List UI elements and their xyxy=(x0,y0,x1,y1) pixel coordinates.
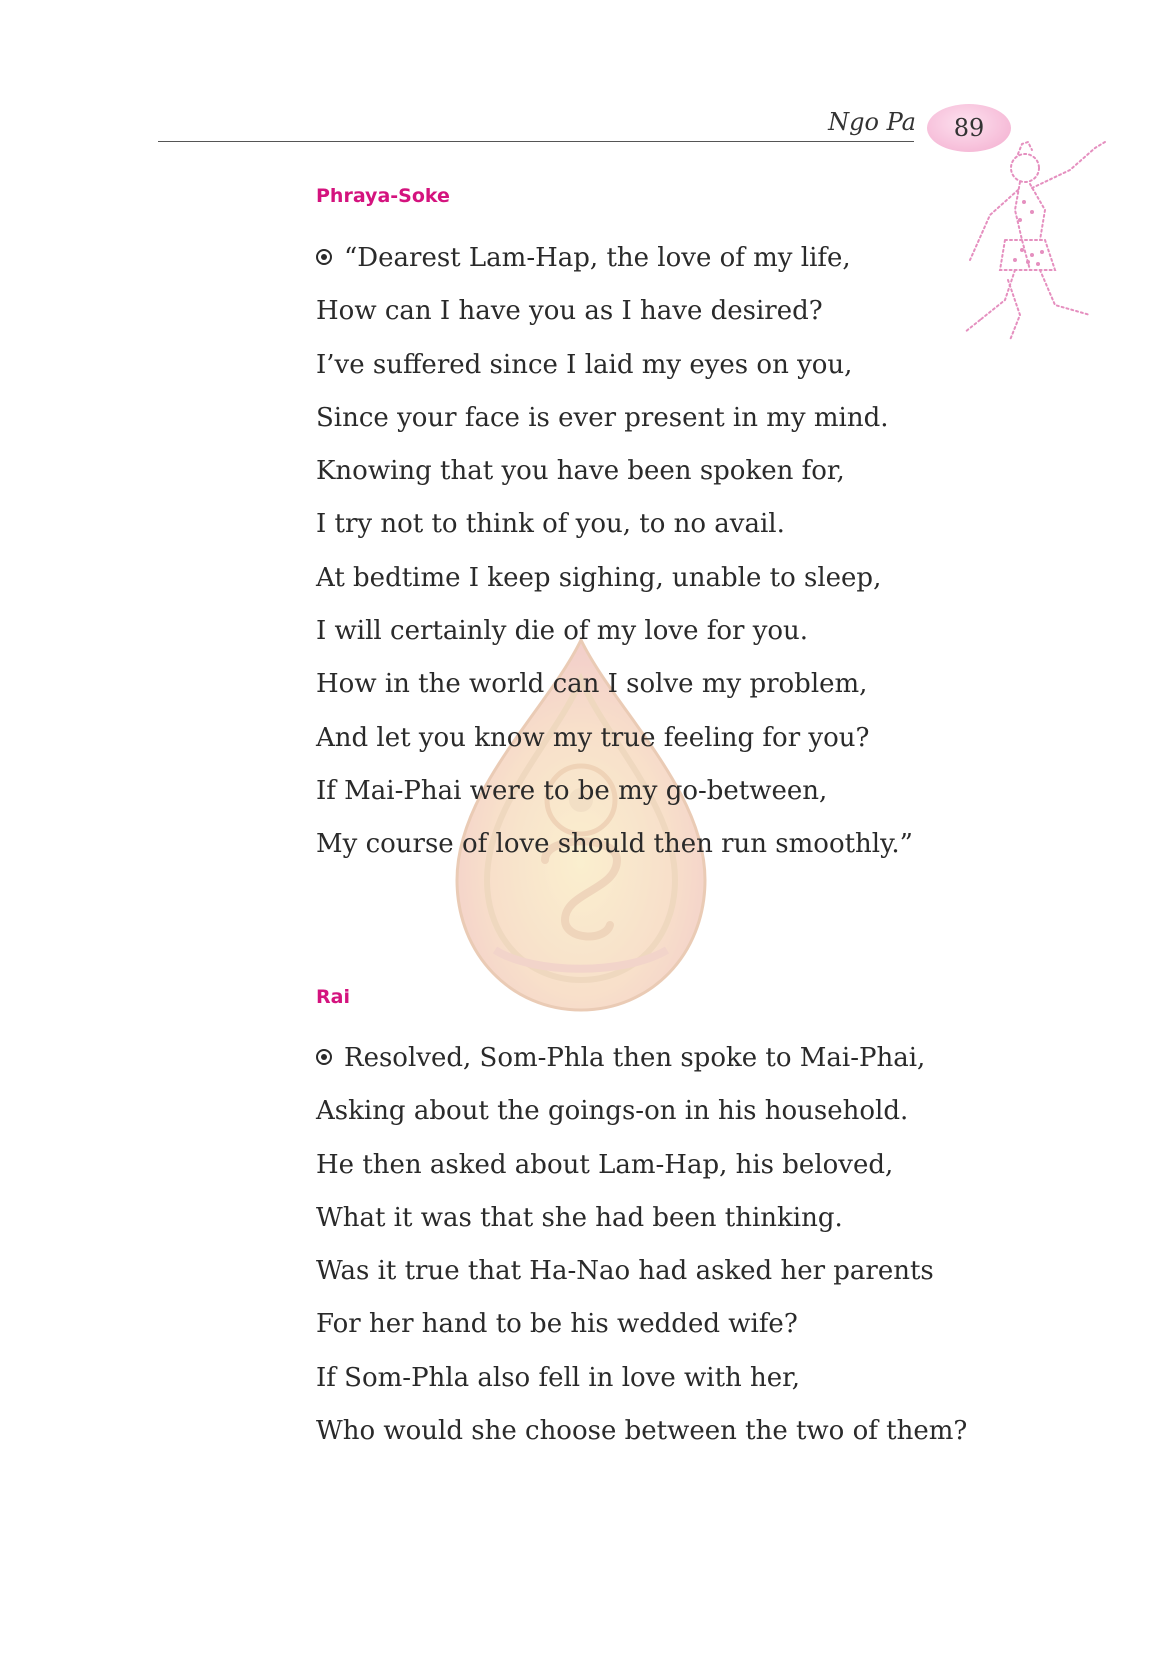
verse-line: He then asked about Lam-Hap, his beloved, xyxy=(316,1149,894,1180)
verse-line: I try not to think of you, to no avail. xyxy=(316,509,785,540)
verse-line: For her hand to be his wedded wife? xyxy=(316,1309,798,1340)
verse-line: How in the world can I solve my problem, xyxy=(316,669,868,700)
verse-line: If Som-Phla also fell in love with her, xyxy=(316,1362,800,1393)
verse-line: What it was that she had been thinking. xyxy=(316,1202,843,1233)
verse-line: Since your face is ever present in my mind. xyxy=(316,402,889,433)
bullseye-icon xyxy=(316,1049,332,1065)
verse-line: I will certainly die of my love for you. xyxy=(316,616,809,647)
stanza xyxy=(316,232,913,872)
verse-line: My course of love should then run smoothly.” xyxy=(316,829,913,860)
verse-line: Was it true that Ha-Nao had asked her parents xyxy=(316,1256,934,1287)
verse-line: I’ve suffered since I laid my eyes on you, xyxy=(316,349,853,380)
verse-line: And let you know my true feeling for you? xyxy=(316,722,870,753)
bullseye-icon xyxy=(316,249,332,265)
stanza xyxy=(316,1032,967,1458)
verse-line: Asking about the goings-on in his household. xyxy=(316,1096,909,1127)
verse-line: If Mai-Phai were to be my go-between, xyxy=(316,775,828,806)
verse-line: “Dearest Lam-Hap, the love of my life, xyxy=(316,232,913,285)
verse-line: Resolved, Som-Phla then spoke to Mai-Phai, xyxy=(316,1032,967,1085)
verse-line: Who would she choose between the two of them? xyxy=(316,1416,968,1447)
running-title: Ngo Pa xyxy=(828,108,916,136)
verse-line: At bedtime I keep sighing, unable to sleep, xyxy=(316,562,882,593)
page-number: 89 xyxy=(953,114,985,142)
dancer-figure-icon xyxy=(960,140,1120,350)
verse-line: Knowing that you have been spoken for, xyxy=(316,456,845,487)
speaker-label: Phraya-Soke xyxy=(316,185,450,207)
speaker-label: Rai xyxy=(316,986,350,1008)
header-rule xyxy=(158,141,914,142)
verse-line: How can I have you as I have desired? xyxy=(316,296,823,327)
